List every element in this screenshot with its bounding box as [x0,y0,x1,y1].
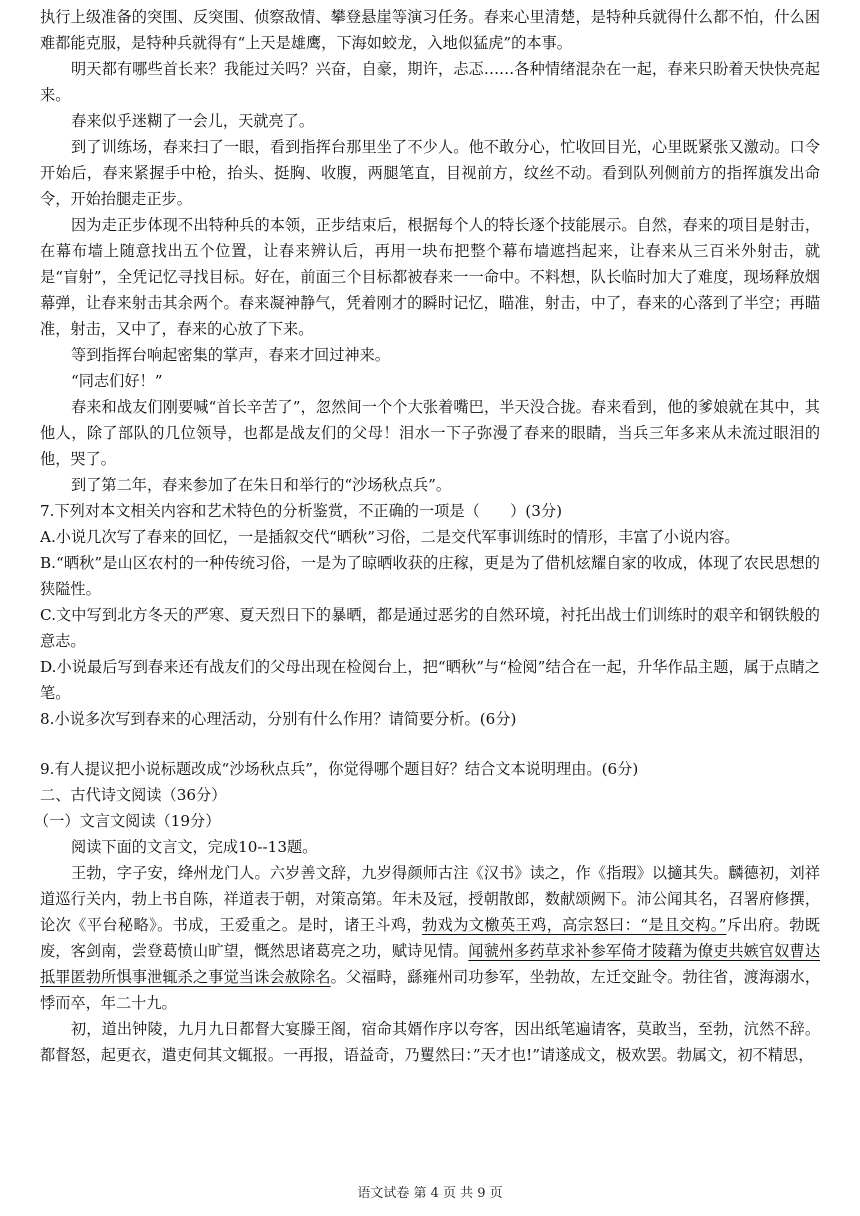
story-paragraph-4: 到了训练场，春来扫了一眼，看到指挥台那里坐了不少人。他不敢分心，忙收回目光，心里既紧张又激动。口令开始后，春来紧握手中枪，抬头、挺胸、收腹，两腿笔直，目视前方，纹丝不动。看到队列侧前方的指挥旗发出命令，开始抬腿走正步。 [40,138,820,208]
section-heading-2: 二、古代诗文阅读（36分） [40,786,227,804]
story-paragraph-2: 明天都有哪些首长来？我能过关吗？兴奋，自豪，期许，忐忑……各种情绪混杂在一起，春来只盼着天快快亮起来。 [40,60,820,104]
classical-text: 王勃，字子安，绛州龙门人。六岁善文辞，九岁得颜师古注《汉书》读之，作《指瑕》以擿其失。麟德初，刘祥道巡行关内，勃上书自陈，祥道表于朝，对 [40,864,820,908]
underlined-sentence: 闻虢州多药草求补参军倚才陵藉为僚吏共嫉官奴曹达抵罪匿勃所惧事泄辄杀之事觉当诛会赦除名 [40,942,821,986]
question-7: 7.下列对本文相关内容和艺术特色的分析鉴赏，不正确的一项是（ ）(3分) [40,502,563,520]
story-paragraph-5: 因为走正步体现不出特种兵的本领，正步结束后，根据每个人的特长逐个技能展示。自然，春来的项目是射击，在幕布墙上随意找出五个位置，让春来辨认后，再用一块布把整个幕布墙遮挡起来，让春来从三百米外射击，就是“盲射”，全凭记忆寻找目标。好在，前面三个目标都被春来一一命中。不料想，队长临时加大了难度，现场释放烟幕弹，让春来射击其余两个。春来凝神静气，凭着刚才的瞬时记忆，瞄准，射击，中了，春来的心落到了半空；再瞄准，射击，又中了，春来的心放了下来。 [40,216,820,338]
classical-text: 斥出府。勃既废，客剑南，尝登葛愤山旷望，慨然思诸葛亮之功，赋诗见情。 [40,916,820,960]
question-8: 8.小说多次写到春来的心理活动，分别有什么作用？请简要分析。(6分) [40,710,517,728]
dotted-character: 策 [330,890,346,908]
question-9: 9.有人提议把小说标题改成“沙场秋点兵”，你觉得哪个题目好？结合文本说明理由。(6分) [40,760,639,778]
classical-paragraph-2: 初，道出钟陵，九月九日都督大宴滕王阁，宿命其婿作序以夸客，因出纸笔遍请客，莫敢当，至勃，沆然不辞。都督怒，起更衣，遣吏伺其文辄报。一再报，语益奇，乃矍然曰：”天才也!”请遂成文，极欢罢。勃属文，初不精思， [40,1020,820,1064]
classical-paragraph-1 [40,860,820,1016]
answer-space [40,732,820,756]
classical-text: 。父福畤，繇雍州司功参军，坐勃故，左 [330,968,606,986]
page-footer: 语文试卷 第 4 页 共 9 页 [357,1186,503,1201]
dotted-character: 迁 [605,968,622,986]
question-7-option-b: B.“晒秋”是山区农村的一种传统习俗，一是为了晾晒收获的庄稼，更是为了借机炫耀自家的收成，体现了农民思想的狭隘性。 [40,554,820,598]
reading-instruction: 阅读下面的文言文，完成10--13题。 [71,838,318,856]
story-paragraph-9: 到了第二年，春来参加了在朱日和举行的“沙场秋点兵”。 [71,476,452,494]
question-7-option-a: A.小说几次写了春来的回忆，一是插叙交代“晒秋”习俗，二是交代军事训练时的情形，丰富了小说内容。 [40,528,740,546]
story-paragraph-8: 春来和战友们刚要喊“首长辛苦了”，忽然间一个个大张着嘴巴，半天没合拢。春来看到，他的爹娘就在其中，其他人，除了部队的几位领导，也都是战友们的父母！泪水一下子弥漫了春来的眼睛，当兵三年多来从未流过眼泪的他，哭了。 [40,398,820,468]
story-paragraph-1: 执行上级准备的突围、反突围、侦察敌情、攀登悬崖等演习任务。春来心里清楚，是特种兵就得什么都不怕，什么困难都能克服，是特种兵就得有“上天是雄鹰，下海如蛟龙，入地似猛虎”的本事。 [40,8,820,52]
story-paragraph-3: 春来似乎迷糊了一会儿，天就亮了。 [71,112,314,130]
question-7-option-c: C.文中写到北方冬天的严寒、夏天烈日下的暴晒，都是通过恶劣的自然环境，衬托出战士们训练时的艰辛和钢铁般的意志。 [40,606,820,650]
subsection-heading: （一）文言文阅读（19分） [34,812,221,830]
story-paragraph-6: 等到指挥台响起密集的掌声，春来才回过神来。 [71,346,390,364]
classical-text: 高第。年未及冠，授朝散郎，数献颂阙下。沛公闻其名，召署府修撰，论次《平台秘略》。书成，王爱重之。是时，诸王斗鸡， [40,890,821,934]
question-7-option-d: D.小说最后写到春来还有战友们的父母出现在检阅台上，把“晒秋”与“检阅”结合在一起，升华作品主题，属于点睛之笔。 [40,658,820,702]
classical-text: 交趾令。勃往省，渡海溺水，悸而卒，年二十九。 [40,968,821,1012]
underlined-sentence: 勃戏为文檄英王鸡，高宗怒曰：“是且交构。” [422,916,727,934]
story-paragraph-7: “同志们好！” [71,372,163,390]
